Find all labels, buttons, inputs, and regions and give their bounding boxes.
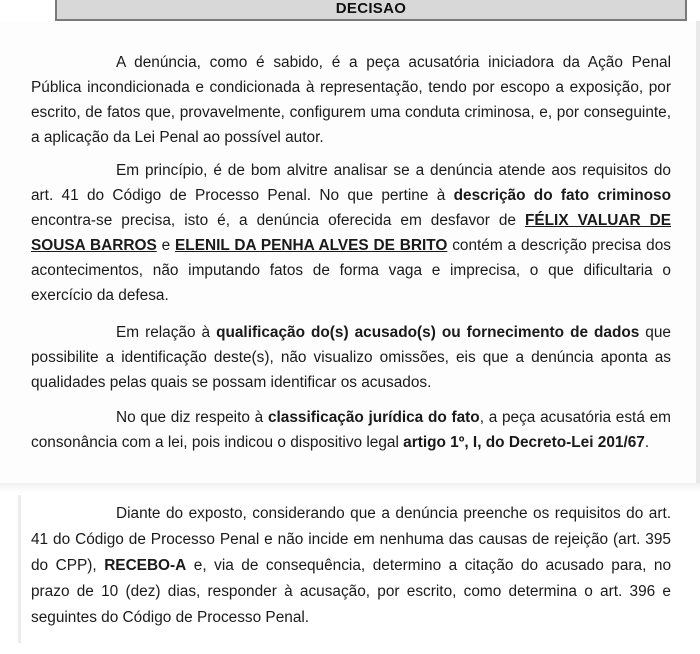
defendant-name-2: ELENIL DA PENHA ALVES DE BRITO bbox=[175, 237, 448, 254]
paragraph-text: e bbox=[156, 237, 176, 254]
paragraph-text: contém a descrição precisa dos acontecimentos, não imputando fatos de forma vaga e imprecisa, o que dificultaria o exercício da defesa. bbox=[31, 237, 671, 304]
paragraph-legal-classification bbox=[31, 405, 671, 455]
paragraph-text: Diante do exposto, considerando que a denúncia preenche os requisitos do art. 41 do Código de Processo Penal e não incide em nenhuma das causas de rejeição (art. 395 do CPP), bbox=[31, 505, 671, 574]
paragraph-text: Em princípio, é de bom alvitre analisar se a denúncia atende aos requisitos do art. 41 do Código de Processo Penal. No que pertine à bbox=[31, 162, 671, 204]
defendant-name-1: FÉLIX VALUAR DE SOUSA BARROS bbox=[31, 212, 671, 254]
paragraph-denuncia-definition bbox=[31, 50, 671, 150]
paragraph-fact-description bbox=[31, 158, 671, 308]
paragraph-decision bbox=[31, 501, 671, 631]
paragraph-text: . bbox=[644, 434, 650, 451]
paragraph-text: Em relação à bbox=[116, 324, 217, 341]
bold-term: qualificação do(s) acusado(s) ou fornecimento de dados bbox=[216, 324, 640, 341]
legal-provision: artigo 1º, I, do Decreto-Lei 201/67 bbox=[403, 434, 645, 451]
paragraph-text: encontra-se precisa, isto é, a denúncia oferecida em desfavor de bbox=[31, 212, 525, 229]
paragraph-text: A denúncia, como é sabido, é a peça acusatória iniciadora da Ação Penal Pública incondicionada e condicionada à representação, tendo por escopo a exposição, por escrito, de fatos que, provavelmente, configurem uma conduta criminosa, e, por conseguinte, a aplicação da Lei Penal ao possível autor. bbox=[31, 54, 671, 146]
bold-term: classificação jurídica do fato bbox=[267, 409, 480, 426]
bold-term: descrição do fato criminoso bbox=[453, 187, 672, 204]
paragraph-text: e, via de consequência, determino a citação do acusado para, no prazo de 10 (dez) dias, responder à acusação, por escrito, como determina o art. 396 e seguintes do Código de Processo Penal. bbox=[31, 557, 671, 626]
decision-verdict: RECEBO-A bbox=[104, 557, 187, 574]
scan-separator bbox=[0, 483, 700, 493]
scan-edge-shadow bbox=[696, 21, 700, 491]
paragraph-text: No que diz respeito à bbox=[116, 409, 268, 426]
paragraph-text: que possibilite a identificação deste(s), não visualizo omissões, eis que a denúncia aponta as qualidades pelas quais se possam identificar os acusados. bbox=[31, 324, 671, 391]
paragraph-text: , a peça acusatória está em consonância com a lei, pois indicou o dispositivo legal bbox=[31, 409, 671, 451]
section-header-bar bbox=[55, 0, 687, 21]
paragraph-qualification bbox=[31, 320, 671, 395]
section-title: DECISAO bbox=[335, 0, 407, 17]
